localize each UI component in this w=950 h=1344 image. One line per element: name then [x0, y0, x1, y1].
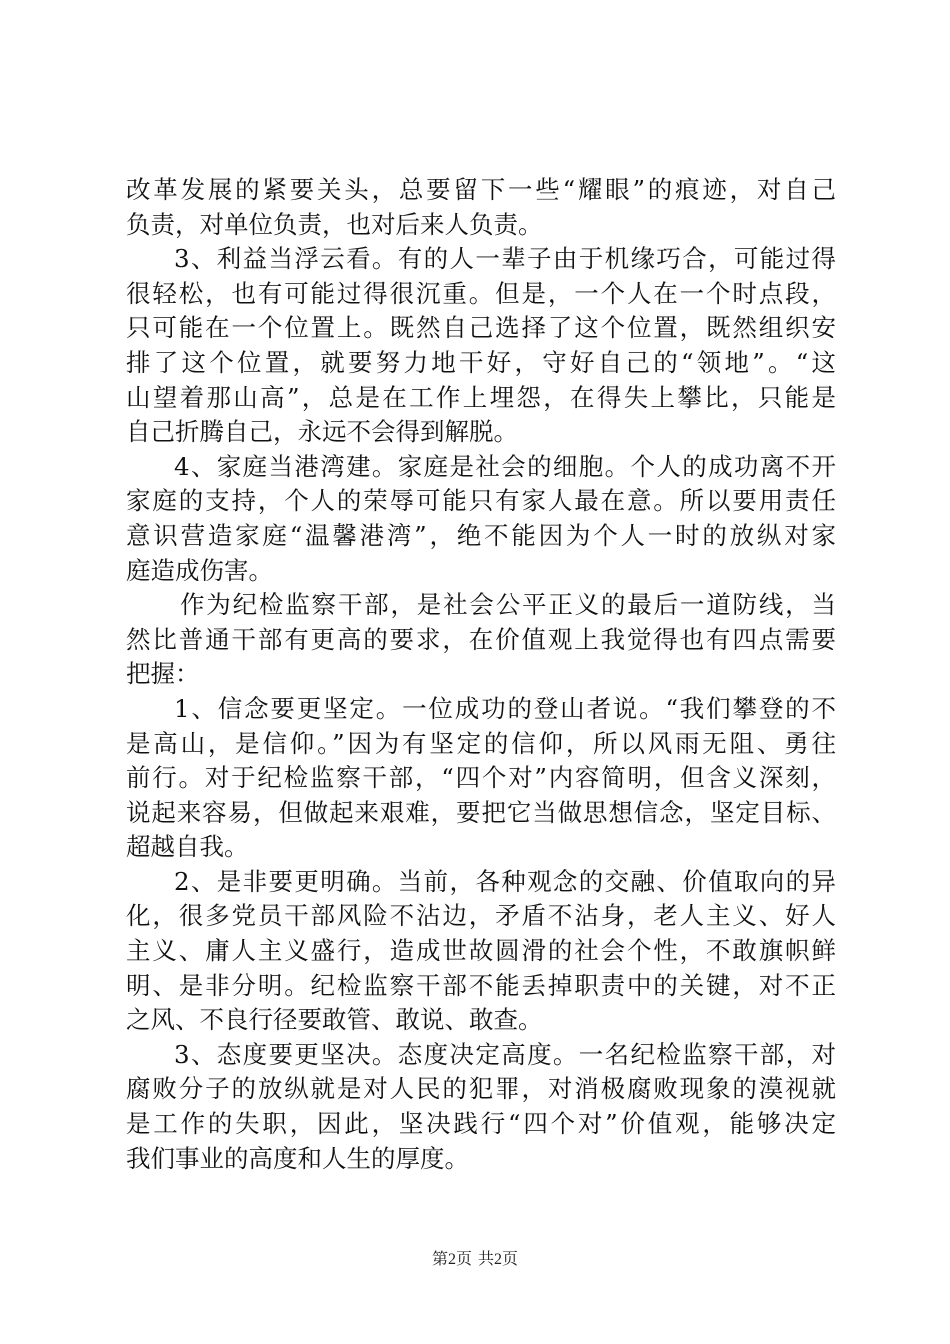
text-line: 化，很多党员干部风险不沾边，矛盾不沾身，老人主义、好人: [126, 901, 836, 931]
text-line: 明、是非分明。纪检监察干部不能丢掉职责中的关键，对不正: [126, 970, 836, 1000]
text-line: 家庭的支持，个人的荣辱可能只有家人最在意。所以要用责任: [126, 486, 836, 516]
page-number: 第2页: [431, 1251, 472, 1268]
text-line: 很轻松，也有可能过得很沉重。但是，一个人在一个时点段，: [126, 278, 836, 308]
document-body: [126, 173, 836, 1176]
text-line: 前行。对于纪检监察干部，“四个对”内容简明，但含义深刻，: [126, 763, 836, 793]
text-line: 然比普通干部有更高的要求，在价值观上我觉得也有四点需要: [126, 624, 836, 654]
page-total: 共2页: [478, 1251, 519, 1268]
text-line: 1、信念要更坚定。一位成功的登山者说。“我们攀登的不: [174, 693, 836, 723]
text-line: 之风、不良行径要敢管、敢说、敢查。: [126, 1005, 543, 1035]
text-line: 改革发展的紧要关头，总要留下一些“耀眼”的痕迹，对自己: [126, 175, 836, 204]
text-line: 4、家庭当港湾建。家庭是社会的细胞。个人的成功离不开: [174, 451, 836, 481]
text-line: 说起来容易，但做起来艰难，要把它当做思想信念，坚定目标、: [126, 797, 836, 827]
text-line: 作为纪检监察干部，是社会公平正义的最后一道防线，当: [180, 590, 836, 620]
text-line: 是工作的失职，因此，坚决践行“四个对”价值观，能够决定: [126, 1109, 836, 1139]
text-line: 超越自我。: [126, 832, 249, 862]
text-line: 山望着那山高”，总是在工作上埋怨，在得失上攀比，只能是: [126, 382, 836, 412]
text-line: 3、态度要更坚决。态度决定高度。一名纪检监察干部，对: [174, 1039, 836, 1069]
page-footer: [0, 1246, 950, 1269]
text-line: 2、是非要更明确。当前，各种观念的交融、价值取向的异: [174, 866, 836, 896]
text-line: 只可能在一个位置上。既然自己选择了这个位置，既然组织安: [126, 313, 836, 343]
text-line: 把握：: [126, 659, 200, 689]
text-line: 我们事业的高度和人生的厚度。: [126, 1143, 469, 1173]
text-line: 负责，对单位负责，也对后来人负责。: [126, 209, 543, 239]
text-line: 是高山，是信仰。”因为有坚定的信仰，所以风雨无阻、勇往: [126, 728, 836, 758]
text-line: 3、利益当浮云看。有的人一辈子由于机缘巧合，可能过得: [174, 244, 836, 274]
text-line: 庭造成伤害。: [126, 555, 273, 585]
text-line: 腐败分子的放纵就是对人民的犯罪，对消极腐败现象的漠视就: [126, 1074, 836, 1104]
text-line: 排了这个位置，就要努力地干好，守好自己的“领地”。“这: [126, 347, 836, 377]
text-line: 意识营造家庭“温馨港湾”，绝不能因为个人一时的放纵对家: [126, 520, 836, 550]
text-line: 自己折腾自己，永远不会得到解脱。: [126, 417, 518, 447]
text-line: 主义、庸人主义盛行，造成世故圆滑的社会个性，不敢旗帜鲜: [126, 936, 836, 966]
